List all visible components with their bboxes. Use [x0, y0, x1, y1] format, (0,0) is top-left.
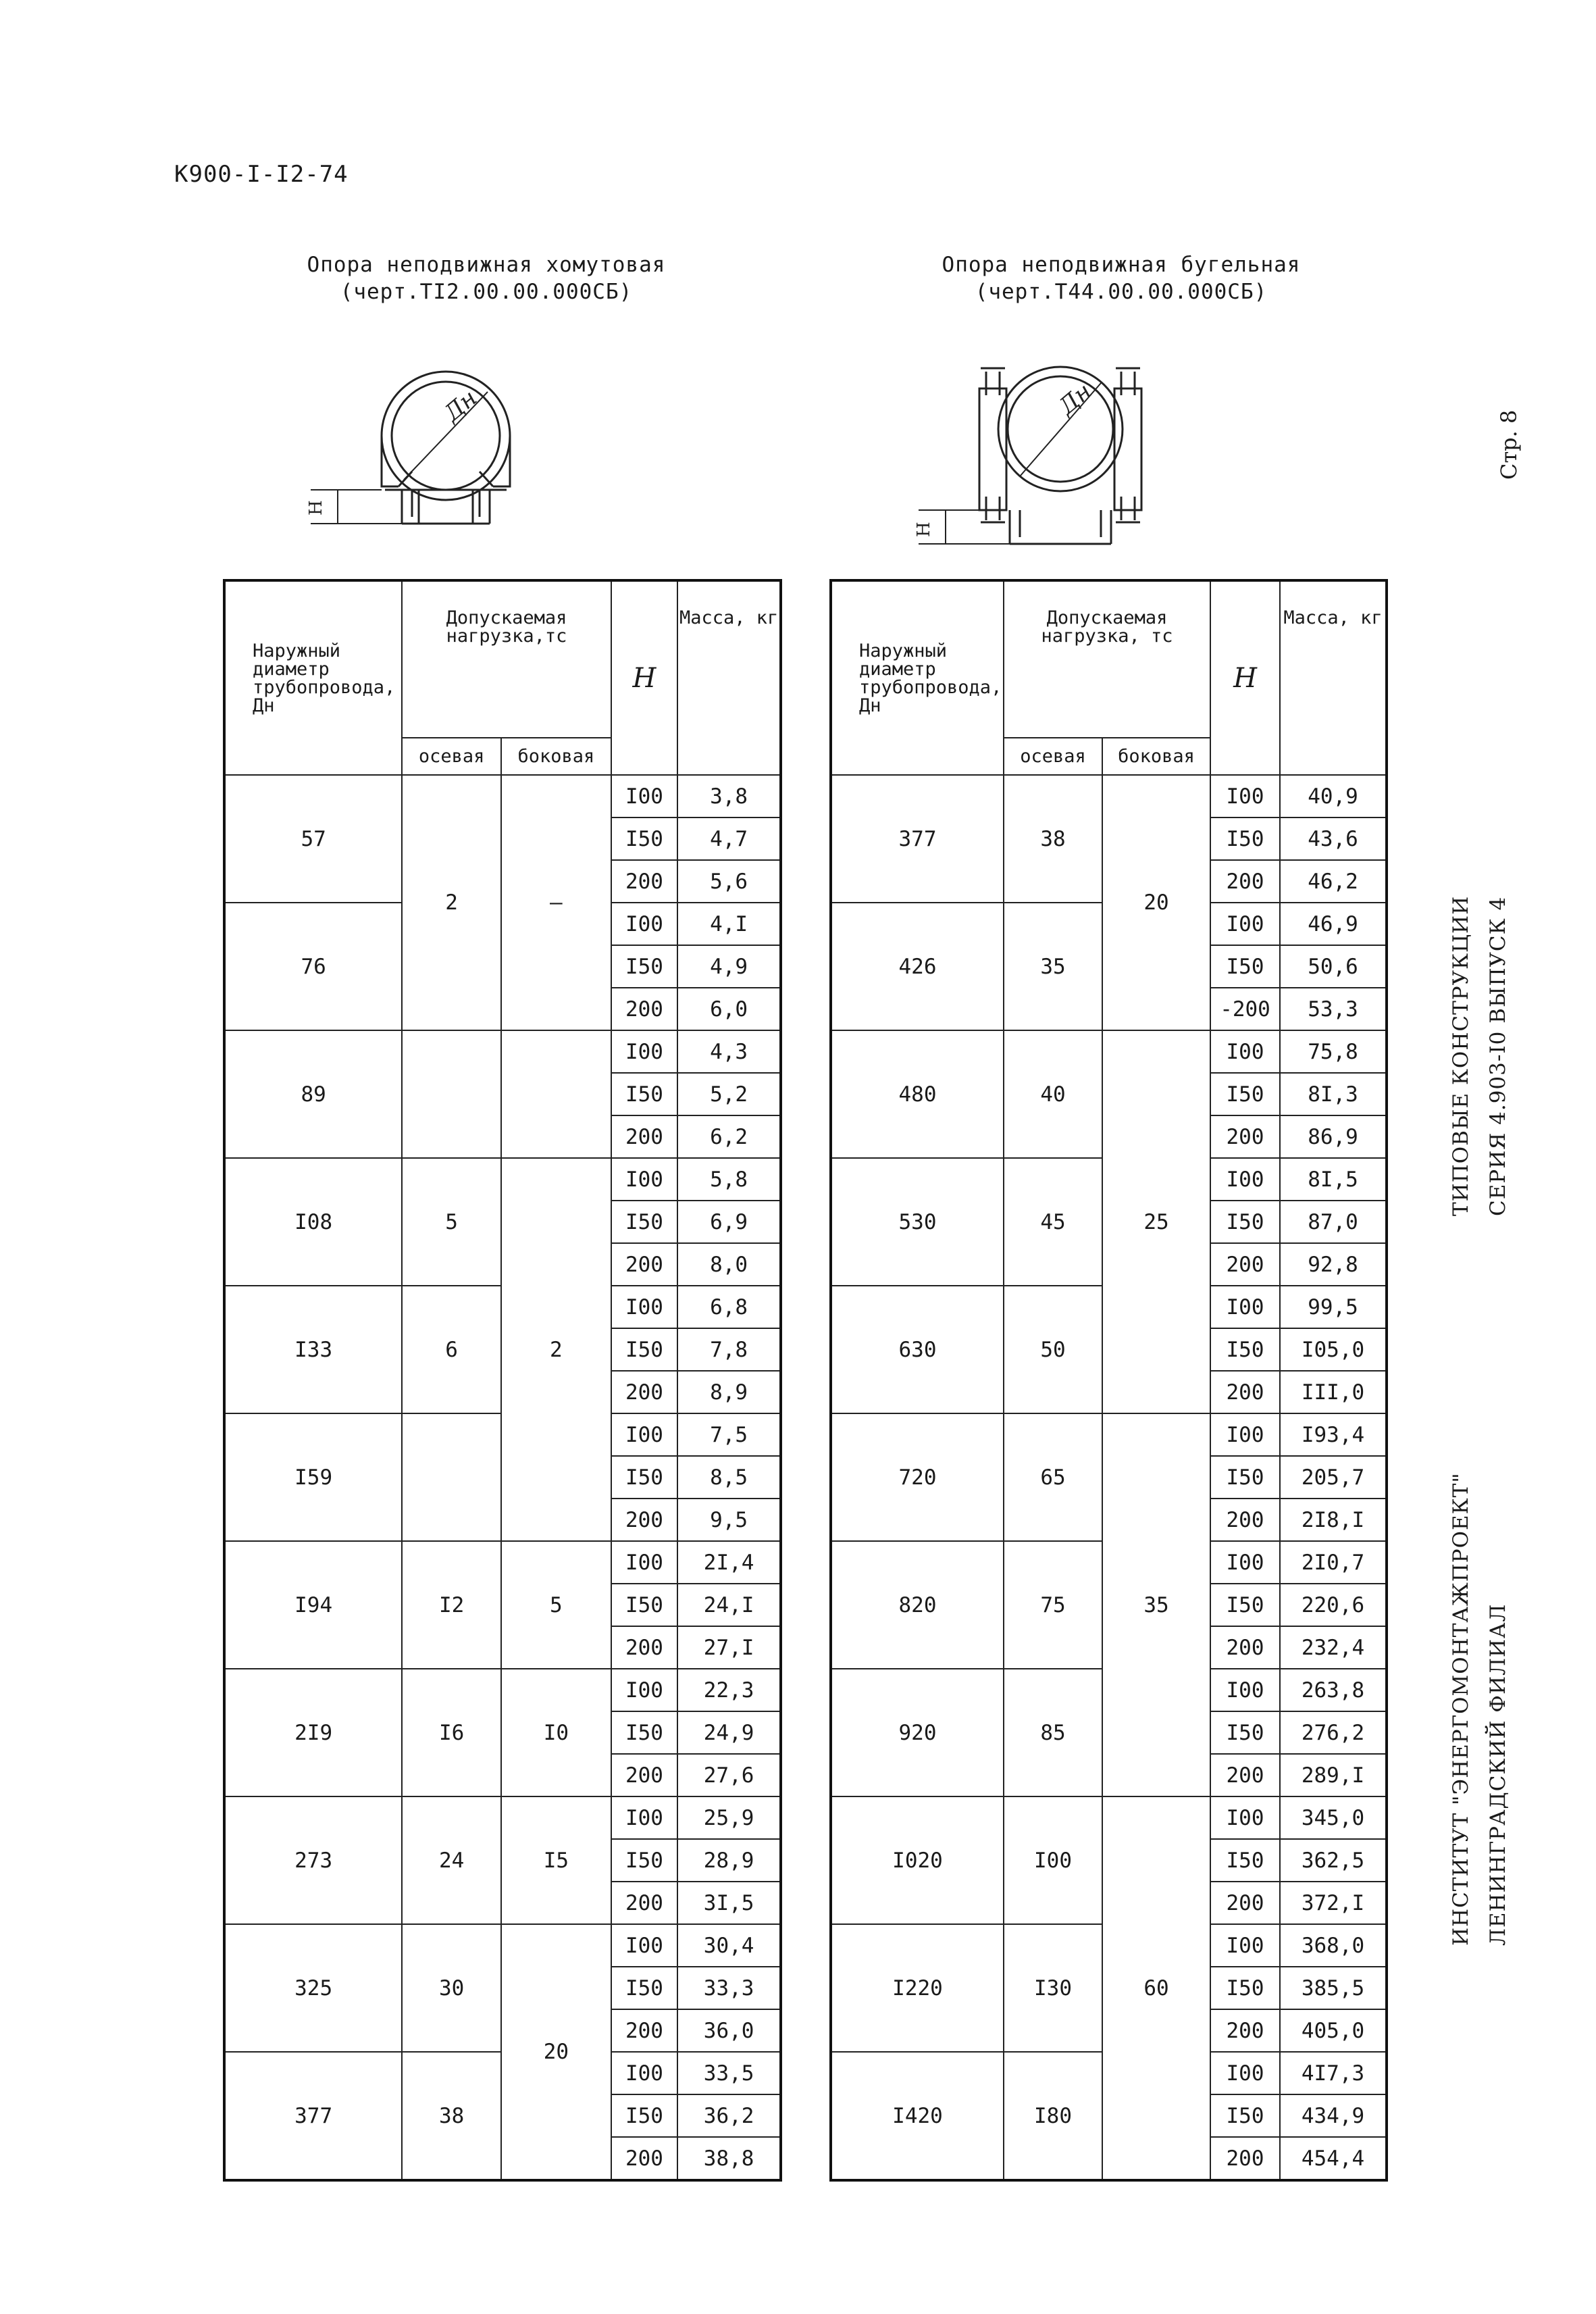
right-support-drawing-ref: (черт.Т44.00.00.000СБ) [975, 280, 1268, 304]
h-cell: 200 [611, 1882, 677, 1924]
mass-cell: 2I8,I [1280, 1499, 1387, 1541]
mass-cell: 434,9 [1280, 2094, 1387, 2137]
mass-cell: 3I,5 [677, 1882, 781, 1924]
h-cell: 200 [611, 1626, 677, 1669]
mass-cell: 7,5 [677, 1413, 781, 1456]
h-cell: 200 [611, 1243, 677, 1286]
mass-cell: 92,8 [1280, 1243, 1387, 1286]
h-cell: I50 [1210, 2094, 1280, 2137]
series-line-2: СЕРИЯ 4.903-I0 ВЫПУСК 4 [1486, 896, 1510, 1216]
h-cell: I50 [1210, 1201, 1280, 1243]
h-cell: I00 [1210, 1669, 1280, 1711]
mass-cell: 38,8 [677, 2137, 781, 2180]
h-cell: 200 [611, 1499, 677, 1541]
mass-cell: 7,8 [677, 1328, 781, 1371]
header-load: Допускаемая нагрузка,тс [402, 580, 611, 738]
mass-cell: 28,9 [677, 1839, 781, 1882]
axial-cell: I2 [402, 1541, 501, 1669]
mass-cell: 5,2 [677, 1073, 781, 1115]
diameter-cell: 273 [224, 1796, 402, 1924]
h-cell: I00 [1210, 775, 1280, 818]
h-cell: 200 [1210, 1371, 1280, 1413]
h-cell: I00 [611, 2052, 677, 2094]
h-cell: I50 [611, 1201, 677, 1243]
lateral-cell [501, 1030, 611, 1158]
diameter-cell: 630 [831, 1286, 1004, 1413]
mass-cell: 345,0 [1280, 1796, 1387, 1839]
h-cell: I50 [611, 1073, 677, 1115]
h-cell: -200 [1210, 988, 1280, 1030]
mass-cell: 385,5 [1280, 1967, 1387, 2009]
mass-cell: 263,8 [1280, 1669, 1387, 1711]
header-h: Н [611, 580, 677, 775]
h-cell: 200 [1210, 1115, 1280, 1158]
diameter-cell: 480 [831, 1030, 1004, 1158]
mass-cell: 46,2 [1280, 860, 1387, 903]
h-cell: I50 [1210, 1584, 1280, 1626]
axial-cell: 5 [402, 1158, 501, 1286]
header-lateral: боковая [501, 738, 611, 775]
diameter-cell: I08 [224, 1158, 402, 1286]
lateral-cell: 25 [1102, 1030, 1210, 1413]
h-cell: I50 [611, 1584, 677, 1626]
h-cell: I50 [611, 1328, 677, 1371]
h-cell: 200 [1210, 1754, 1280, 1796]
mass-cell: 362,5 [1280, 1839, 1387, 1882]
axial-cell: 24 [402, 1796, 501, 1924]
diameter-cell: 2I9 [224, 1669, 402, 1796]
yoke-support-drawing [914, 341, 1202, 557]
mass-cell: 276,2 [1280, 1711, 1387, 1754]
h-label: Н [914, 522, 934, 537]
axial-cell: 85 [1004, 1669, 1102, 1796]
mass-cell: 36,2 [677, 2094, 781, 2137]
mass-cell: I05,0 [1280, 1328, 1387, 1371]
lateral-cell: 60 [1102, 1796, 1210, 2180]
diameter-cell: 720 [831, 1413, 1004, 1541]
diameter-cell: 89 [224, 1030, 402, 1158]
document-code: К900-I-I2-74 [174, 161, 349, 188]
axial-cell: 35 [1004, 903, 1102, 1030]
diameter-cell: 325 [224, 1924, 402, 2052]
h-cell: I00 [611, 1924, 677, 1967]
mass-cell: 4,9 [677, 945, 781, 988]
axial-cell: I30 [1004, 1924, 1102, 2052]
lateral-cell: 20 [501, 1924, 611, 2180]
mass-cell: 33,5 [677, 2052, 781, 2094]
h-cell: 200 [1210, 1499, 1280, 1541]
axial-cell: 38 [1004, 775, 1102, 903]
axial-cell: I6 [402, 1669, 501, 1796]
mass-cell: 6,0 [677, 988, 781, 1030]
mass-cell: 87,0 [1280, 1201, 1387, 1243]
mass-cell: III,0 [1280, 1371, 1387, 1413]
header-axial: осевая [1004, 738, 1102, 775]
mass-cell: 46,9 [1280, 903, 1387, 945]
header-load: Допускаемая нагрузка, тс [1004, 580, 1210, 738]
header-mass: Масса, кг [677, 580, 781, 775]
axial-cell: 65 [1004, 1413, 1102, 1541]
mass-cell: 220,6 [1280, 1584, 1387, 1626]
h-cell: I50 [611, 1839, 677, 1882]
mass-cell: 99,5 [1280, 1286, 1387, 1328]
mass-cell: 24,I [677, 1584, 781, 1626]
diameter-cell: 920 [831, 1669, 1004, 1796]
clamp-support-table [223, 579, 782, 2182]
h-cell: I50 [1210, 1456, 1280, 1499]
mass-cell: 8,9 [677, 1371, 781, 1413]
h-cell: I00 [1210, 1158, 1280, 1201]
mass-cell: 8,0 [677, 1243, 781, 1286]
h-cell: I50 [611, 1967, 677, 2009]
diameter-cell: 377 [224, 2052, 402, 2180]
clamp-support-drawing [306, 351, 581, 554]
mass-cell: 6,2 [677, 1115, 781, 1158]
h-cell: 200 [611, 1115, 677, 1158]
h-cell: I00 [611, 1413, 677, 1456]
h-cell: 200 [1210, 860, 1280, 903]
diameter-cell: I59 [224, 1413, 402, 1541]
h-cell: I00 [611, 903, 677, 945]
lateral-cell: 2 [501, 1158, 611, 1541]
h-cell: I00 [611, 1286, 677, 1328]
h-cell: 200 [1210, 1626, 1280, 1669]
h-cell: I00 [611, 775, 677, 818]
diameter-cell: 57 [224, 775, 402, 903]
mass-cell: 6,8 [677, 1286, 781, 1328]
institute-line-2: ЛЕНИНГРАДСКИЙ ФИЛИАЛ [1486, 1603, 1510, 1946]
mass-cell: 36,0 [677, 2009, 781, 2052]
diameter-cell: 820 [831, 1541, 1004, 1669]
mass-cell: 33,3 [677, 1967, 781, 2009]
axial-cell: 50 [1004, 1286, 1102, 1413]
h-cell: I50 [611, 945, 677, 988]
diameter-cell: I220 [831, 1924, 1004, 2052]
axial-cell: 38 [402, 2052, 501, 2180]
mass-cell: 40,9 [1280, 775, 1387, 818]
h-cell: I00 [611, 1030, 677, 1073]
axial-cell: 75 [1004, 1541, 1102, 1669]
mass-cell: 27,6 [677, 1754, 781, 1796]
header-diameter: Наружный диаметр трубопровода, Дн [224, 580, 402, 775]
h-cell: 200 [611, 1754, 677, 1796]
h-cell: I50 [611, 818, 677, 860]
lateral-cell: I5 [501, 1796, 611, 1924]
mass-cell: 50,6 [1280, 945, 1387, 988]
header-axial: осевая [402, 738, 501, 775]
h-cell: I00 [1210, 2052, 1280, 2094]
h-cell: I00 [1210, 1924, 1280, 1967]
series-line-1: ТИПОВЫЕ КОНСТРУКЦИИ [1449, 895, 1473, 1216]
mass-cell: 75,8 [1280, 1030, 1387, 1073]
mass-cell: 4,I [677, 903, 781, 945]
mass-cell: 27,I [677, 1626, 781, 1669]
axial-cell: 2 [402, 775, 501, 1030]
h-cell: 200 [611, 988, 677, 1030]
mass-cell: 5,8 [677, 1158, 781, 1201]
axial-cell: I80 [1004, 2052, 1102, 2180]
lateral-cell: 20 [1102, 775, 1210, 1030]
mass-cell: 5,6 [677, 860, 781, 903]
mass-cell: 30,4 [677, 1924, 781, 1967]
diameter-cell: 76 [224, 903, 402, 1030]
h-cell: 200 [1210, 1243, 1280, 1286]
h-cell: I50 [611, 2094, 677, 2137]
lateral-cell: — [501, 775, 611, 1030]
header-h: Н [1210, 580, 1280, 775]
h-cell: 200 [611, 2009, 677, 2052]
axial-cell: 45 [1004, 1158, 1102, 1286]
h-cell: I00 [611, 1669, 677, 1711]
lateral-cell: I0 [501, 1669, 611, 1796]
mass-cell: 2I0,7 [1280, 1541, 1387, 1584]
mass-cell: 368,0 [1280, 1924, 1387, 1967]
left-support-title: Опора неподвижная хомутовая [307, 253, 666, 277]
lateral-cell: 35 [1102, 1413, 1210, 1796]
h-cell: I00 [1210, 903, 1280, 945]
mass-cell: 289,I [1280, 1754, 1387, 1796]
header-diameter: Наружный диаметр трубопровода, Дн [831, 580, 1004, 775]
institute-line-1: ИНСТИТУТ "ЭНЕРГОМОНТАЖПРОЕКТ" [1449, 1472, 1473, 1946]
mass-cell: 8,5 [677, 1456, 781, 1499]
h-cell: I50 [1210, 1711, 1280, 1754]
mass-cell: 4,3 [677, 1030, 781, 1073]
mass-cell: 232,4 [1280, 1626, 1387, 1669]
h-cell: I00 [1210, 1030, 1280, 1073]
h-cell: 200 [1210, 2009, 1280, 2052]
h-cell: 200 [611, 1371, 677, 1413]
header-lateral: боковая [1102, 738, 1210, 775]
h-cell: 200 [611, 860, 677, 903]
mass-cell: 25,9 [677, 1796, 781, 1839]
h-cell: I00 [611, 1541, 677, 1584]
h-cell: I00 [611, 1158, 677, 1201]
mass-cell: 24,9 [677, 1711, 781, 1754]
h-cell: I50 [1210, 1328, 1280, 1371]
mass-cell: 3,8 [677, 775, 781, 818]
mass-cell: 4,7 [677, 818, 781, 860]
h-cell: I50 [1210, 945, 1280, 988]
diameter-cell: I020 [831, 1796, 1004, 1924]
mass-cell: I93,4 [1280, 1413, 1387, 1456]
mass-cell: 8I,3 [1280, 1073, 1387, 1115]
mass-cell: 9,5 [677, 1499, 781, 1541]
axial-cell [402, 1413, 501, 1541]
h-cell: I50 [1210, 1839, 1280, 1882]
page-number: Стр. 8 [1496, 409, 1522, 480]
axial-cell: 30 [402, 1924, 501, 2052]
h-cell: I00 [1210, 1286, 1280, 1328]
h-cell: I50 [611, 1456, 677, 1499]
mass-cell: 205,7 [1280, 1456, 1387, 1499]
diameter-cell: I420 [831, 2052, 1004, 2180]
mass-cell: 454,4 [1280, 2137, 1387, 2180]
h-cell: I00 [1210, 1541, 1280, 1584]
axial-cell [402, 1030, 501, 1158]
right-support-title: Опора неподвижная бугельная [942, 253, 1301, 277]
mass-cell: 4I7,3 [1280, 2052, 1387, 2094]
right-support-caption [892, 251, 1351, 305]
mass-cell: 22,3 [677, 1669, 781, 1711]
h-label: Н [306, 500, 326, 515]
diameter-cell: I94 [224, 1541, 402, 1669]
h-cell: I50 [1210, 818, 1280, 860]
left-support-caption [257, 251, 716, 305]
h-cell: 200 [1210, 1882, 1280, 1924]
mass-cell: 372,I [1280, 1882, 1387, 1924]
diameter-cell: I33 [224, 1286, 402, 1413]
dn-label: Дн [439, 384, 483, 427]
dn-label: Дн [1054, 378, 1098, 420]
h-cell: 200 [611, 2137, 677, 2180]
yoke-support-table [829, 579, 1388, 2182]
axial-cell: 40 [1004, 1030, 1102, 1158]
h-cell: I50 [1210, 1073, 1280, 1115]
left-support-drawing-ref: (черт.ТI2.00.00.000СБ) [340, 280, 633, 304]
h-cell: I50 [611, 1711, 677, 1754]
h-cell: I50 [1210, 1967, 1280, 2009]
mass-cell: 6,9 [677, 1201, 781, 1243]
diameter-cell: 530 [831, 1158, 1004, 1286]
mass-cell: 8I,5 [1280, 1158, 1387, 1201]
mass-cell: 2I,4 [677, 1541, 781, 1584]
h-cell: I00 [1210, 1413, 1280, 1456]
h-cell: 200 [1210, 2137, 1280, 2180]
axial-cell: I00 [1004, 1796, 1102, 1924]
diameter-cell: 377 [831, 775, 1004, 903]
h-cell: I00 [1210, 1796, 1280, 1839]
mass-cell: 43,6 [1280, 818, 1387, 860]
axial-cell: 6 [402, 1286, 501, 1413]
mass-cell: 86,9 [1280, 1115, 1387, 1158]
header-mass: Масса, кг [1280, 580, 1387, 775]
mass-cell: 53,3 [1280, 988, 1387, 1030]
mass-cell: 405,0 [1280, 2009, 1387, 2052]
lateral-cell: 5 [501, 1541, 611, 1669]
diameter-cell: 426 [831, 903, 1004, 1030]
h-cell: I00 [611, 1796, 677, 1839]
